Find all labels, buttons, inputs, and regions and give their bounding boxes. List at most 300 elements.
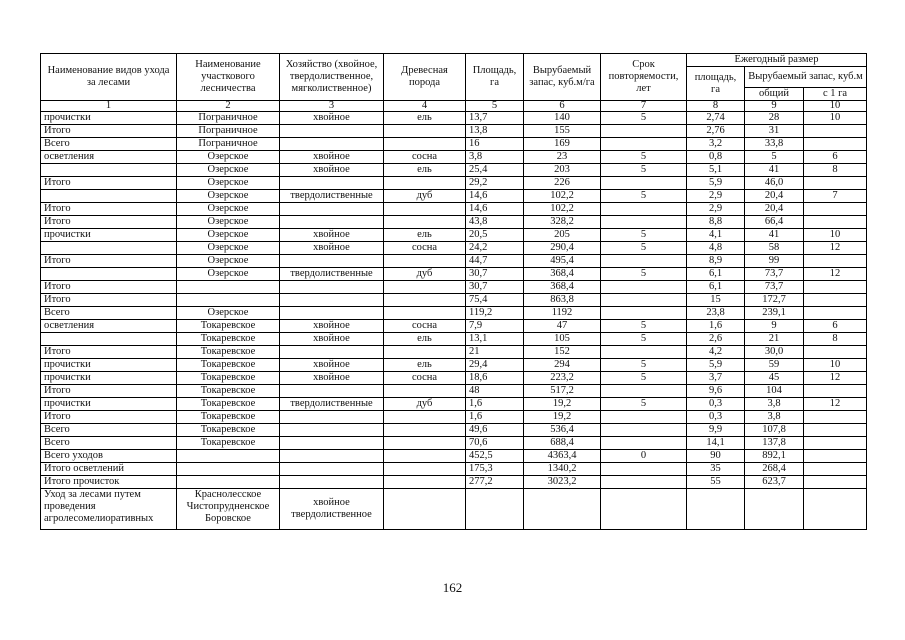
cell-annual-total: 268,4 [745, 463, 804, 476]
cell-area: 24,2 [466, 242, 524, 255]
cell-annual-total: 41 [745, 164, 804, 177]
cell-stock: 368,4 [524, 268, 601, 281]
cell-economy [280, 255, 384, 268]
table-row [41, 177, 867, 190]
cell-stock: 3023,2 [524, 476, 601, 489]
cell-species [384, 463, 466, 476]
cell-work-type: прочистки [41, 372, 177, 385]
column-number: 3 [280, 101, 384, 112]
cell-annual-area: 2,9 [687, 203, 745, 216]
table-cell [687, 489, 745, 530]
cell-economy [280, 476, 384, 489]
cell-forestry: Краснолесское Чистопрудненское Боровское [177, 489, 280, 530]
cell-annual-total: 41 [745, 229, 804, 242]
cell-period [601, 281, 687, 294]
cell-forestry: Озерское [177, 164, 280, 177]
cell-forestry: Токаревское [177, 333, 280, 346]
cell-annual-per-ha: 12 [804, 372, 867, 385]
cell-period: 5 [601, 333, 687, 346]
cell-stock: 203 [524, 164, 601, 177]
cell-annual-per-ha: 10 [804, 359, 867, 372]
table-cell [524, 489, 601, 530]
table-row [41, 476, 867, 489]
cell-period: 5 [601, 268, 687, 281]
cell-work-type: Итого [41, 281, 177, 294]
cell-forestry: Токаревское [177, 424, 280, 437]
table-row [41, 125, 867, 138]
cell-species: ель [384, 164, 466, 177]
cell-annual-per-ha: 10 [804, 229, 867, 242]
column-number: 8 [687, 101, 745, 112]
cell-annual-total: 107,8 [745, 424, 804, 437]
cell-economy: хвойное [280, 229, 384, 242]
cell-period [601, 294, 687, 307]
cell-economy: хвойное [280, 112, 384, 125]
cell-period [601, 255, 687, 268]
cell-economy: хвойное [280, 164, 384, 177]
cell-economy: хвойное [280, 372, 384, 385]
cell-species [384, 255, 466, 268]
cell-annual-per-ha [804, 463, 867, 476]
cell-area: 75,4 [466, 294, 524, 307]
cell-species: ель [384, 359, 466, 372]
cell-annual-area: 23,8 [687, 307, 745, 320]
cell-species [384, 203, 466, 216]
cell-species: дуб [384, 268, 466, 281]
cell-work-type: прочистки [41, 398, 177, 411]
cell-forestry: Пограничное [177, 112, 280, 125]
cell-annual-per-ha: 8 [804, 333, 867, 346]
table-cell [601, 489, 687, 530]
table-row [41, 450, 867, 463]
cell-annual-per-ha [804, 385, 867, 398]
table-row [41, 372, 867, 385]
cell-annual-per-ha [804, 203, 867, 216]
table-row [41, 346, 867, 359]
cell-annual-per-ha [804, 281, 867, 294]
table-row [41, 255, 867, 268]
cell-work-type: Итого [41, 125, 177, 138]
cell-period [601, 385, 687, 398]
cell-economy [280, 437, 384, 450]
column-number: 10 [804, 101, 867, 112]
cell-species: ель [384, 112, 466, 125]
cell-species: дуб [384, 398, 466, 411]
cell-work-type: Итого [41, 255, 177, 268]
cell-forestry [177, 450, 280, 463]
cell-stock: 152 [524, 346, 601, 359]
cell-forestry [177, 463, 280, 476]
cell-annual-area: 0,8 [687, 151, 745, 164]
cell-work-type [41, 242, 177, 255]
cell-annual-per-ha [804, 307, 867, 320]
cell-stock: 155 [524, 125, 601, 138]
cell-economy: хвойное твердолиственное [280, 489, 384, 530]
cell-species: сосна [384, 242, 466, 255]
cell-period [601, 424, 687, 437]
cell-forestry: Токаревское [177, 320, 280, 333]
cell-annual-area: 5,9 [687, 177, 745, 190]
cell-area: 21 [466, 346, 524, 359]
column-number: 7 [601, 101, 687, 112]
cell-period [601, 437, 687, 450]
cell-species [384, 424, 466, 437]
cell-work-type: Всего [41, 437, 177, 450]
cell-period [601, 177, 687, 190]
cell-forestry: Озерское [177, 255, 280, 268]
cell-stock: 102,2 [524, 203, 601, 216]
cell-annual-total: 73,7 [745, 281, 804, 294]
cell-period [601, 476, 687, 489]
cell-species: ель [384, 229, 466, 242]
cell-annual-area: 0,3 [687, 398, 745, 411]
table-cell [745, 489, 804, 530]
cell-economy: хвойное [280, 151, 384, 164]
cell-economy [280, 294, 384, 307]
cell-period: 5 [601, 372, 687, 385]
cell-forestry: Токаревское [177, 437, 280, 450]
table-row [41, 229, 867, 242]
cell-annual-per-ha [804, 476, 867, 489]
cell-area: 18,6 [466, 372, 524, 385]
cell-annual-per-ha [804, 294, 867, 307]
cell-work-type: Итого [41, 411, 177, 424]
table-row [41, 203, 867, 216]
cell-stock: 1340,2 [524, 463, 601, 476]
header-annual-area: площадь, га [687, 67, 745, 101]
cell-species [384, 177, 466, 190]
cell-stock: 205 [524, 229, 601, 242]
table-row [41, 424, 867, 437]
cell-forestry: Токаревское [177, 372, 280, 385]
cell-work-type: Итого прочисток [41, 476, 177, 489]
cell-annual-area: 55 [687, 476, 745, 489]
cell-economy [280, 138, 384, 151]
cell-annual-per-ha [804, 450, 867, 463]
cell-forestry: Озерское [177, 307, 280, 320]
cell-period [601, 411, 687, 424]
table-row [41, 320, 867, 333]
cell-annual-per-ha: 12 [804, 398, 867, 411]
column-number: 2 [177, 101, 280, 112]
cell-annual-total: 58 [745, 242, 804, 255]
table-row [41, 333, 867, 346]
cell-work-type: Итого [41, 294, 177, 307]
cell-annual-area: 6,1 [687, 281, 745, 294]
cell-species: ель [384, 333, 466, 346]
cell-area: 20,5 [466, 229, 524, 242]
cell-work-type: Всего уходов [41, 450, 177, 463]
column-number: 9 [745, 101, 804, 112]
cell-economy: твердолиственные [280, 268, 384, 281]
cell-work-type: прочистки [41, 112, 177, 125]
header-period: Срок повторяемости, лет [601, 54, 687, 101]
cell-annual-total: 66,4 [745, 216, 804, 229]
cell-annual-total: 623,7 [745, 476, 804, 489]
cell-stock: 536,4 [524, 424, 601, 437]
cell-stock: 140 [524, 112, 601, 125]
table-row [41, 385, 867, 398]
cell-economy [280, 385, 384, 398]
cell-annual-per-ha [804, 216, 867, 229]
table-row [41, 242, 867, 255]
cell-area: 7,9 [466, 320, 524, 333]
cell-annual-area: 5,1 [687, 164, 745, 177]
header-stock: Вырубаемый запас, куб.м/га [524, 54, 601, 101]
cell-economy: хвойное [280, 333, 384, 346]
cell-area: 25,4 [466, 164, 524, 177]
cell-period [601, 203, 687, 216]
table-cell [466, 489, 524, 530]
cell-economy: твердолиственные [280, 398, 384, 411]
cell-forestry: Озерское [177, 216, 280, 229]
cell-annual-per-ha: 12 [804, 268, 867, 281]
cell-annual-area: 2,74 [687, 112, 745, 125]
cell-forestry: Озерское [177, 177, 280, 190]
cell-annual-total: 9 [745, 320, 804, 333]
cell-stock: 688,4 [524, 437, 601, 450]
cell-area: 29,4 [466, 359, 524, 372]
cell-species: сосна [384, 372, 466, 385]
table-cell [384, 489, 466, 530]
cell-annual-per-ha [804, 125, 867, 138]
cell-economy [280, 411, 384, 424]
cell-area: 48 [466, 385, 524, 398]
cell-period: 5 [601, 164, 687, 177]
cell-forestry: Озерское [177, 190, 280, 203]
cell-forestry: Озерское [177, 242, 280, 255]
cell-annual-total: 73,7 [745, 268, 804, 281]
cell-economy [280, 307, 384, 320]
cell-annual-area: 35 [687, 463, 745, 476]
cell-period [601, 216, 687, 229]
cell-stock: 328,2 [524, 216, 601, 229]
cell-area: 13,7 [466, 112, 524, 125]
cell-species [384, 125, 466, 138]
cell-forestry: Озерское [177, 268, 280, 281]
cell-stock: 19,2 [524, 411, 601, 424]
cell-period: 0 [601, 450, 687, 463]
cell-area: 49,6 [466, 424, 524, 437]
cell-economy: твердолиственные [280, 190, 384, 203]
cell-work-type: осветления [41, 151, 177, 164]
cell-period: 5 [601, 151, 687, 164]
cell-work-type: Итого [41, 216, 177, 229]
cell-annual-area: 8,9 [687, 255, 745, 268]
cell-economy [280, 203, 384, 216]
cell-annual-area: 14,1 [687, 437, 745, 450]
cell-annual-total: 892,1 [745, 450, 804, 463]
cell-annual-area: 9,6 [687, 385, 745, 398]
cell-economy: хвойное [280, 242, 384, 255]
cell-species [384, 437, 466, 450]
cell-stock: 102,2 [524, 190, 601, 203]
cell-annual-per-ha: 7 [804, 190, 867, 203]
cell-annual-total: 21 [745, 333, 804, 346]
header-forestry: Наименование участкового лесничества [177, 54, 280, 101]
cell-stock: 517,2 [524, 385, 601, 398]
cell-forestry: Токаревское [177, 346, 280, 359]
cell-species [384, 307, 466, 320]
cell-forestry: Озерское [177, 203, 280, 216]
header-economy: Хозяйство (хвойное, твердолиственное, мягколиственное) [280, 54, 384, 101]
cell-annual-per-ha: 6 [804, 151, 867, 164]
cell-species: сосна [384, 151, 466, 164]
cell-period: 5 [601, 112, 687, 125]
cell-economy: хвойное [280, 359, 384, 372]
cell-annual-per-ha [804, 346, 867, 359]
cell-forestry [177, 476, 280, 489]
cell-stock: 495,4 [524, 255, 601, 268]
cell-work-type: Итого [41, 177, 177, 190]
cell-annual-total: 20,4 [745, 203, 804, 216]
table-row [41, 190, 867, 203]
cell-annual-total: 3,8 [745, 398, 804, 411]
cell-work-type: Уход за лесами путем проведения агролесомелиоративных [41, 489, 177, 530]
header-annual: Ежегодный размер [687, 54, 867, 67]
cell-stock: 1192 [524, 307, 601, 320]
cell-stock: 23 [524, 151, 601, 164]
cell-annual-area: 2,6 [687, 333, 745, 346]
table-row [41, 437, 867, 450]
cell-area: 30,7 [466, 281, 524, 294]
cell-stock: 290,4 [524, 242, 601, 255]
cell-forestry: Токаревское [177, 359, 280, 372]
cell-work-type [41, 164, 177, 177]
header-area: Площадь, га [466, 54, 524, 101]
cell-annual-per-ha: 12 [804, 242, 867, 255]
cell-forestry [177, 281, 280, 294]
cell-annual-area: 6,1 [687, 268, 745, 281]
cell-economy [280, 216, 384, 229]
cell-annual-area: 5,9 [687, 359, 745, 372]
cell-work-type: прочистки [41, 359, 177, 372]
cell-period: 5 [601, 229, 687, 242]
cell-area: 14,6 [466, 190, 524, 203]
cell-annual-total: 30,0 [745, 346, 804, 359]
cell-work-type [41, 333, 177, 346]
cell-annual-area: 90 [687, 450, 745, 463]
cell-species: дуб [384, 190, 466, 203]
cell-period [601, 307, 687, 320]
cell-work-type [41, 190, 177, 203]
cell-economy [280, 424, 384, 437]
table-row-agroforestry [41, 489, 867, 530]
cell-annual-area: 8,8 [687, 216, 745, 229]
cell-annual-total: 99 [745, 255, 804, 268]
table-body [41, 112, 867, 489]
cell-period [601, 346, 687, 359]
column-number: 4 [384, 101, 466, 112]
cell-period [601, 138, 687, 151]
cell-area: 16 [466, 138, 524, 151]
cell-area: 30,7 [466, 268, 524, 281]
cell-work-type: прочистки [41, 229, 177, 242]
cell-work-type: Итого [41, 346, 177, 359]
cell-stock: 169 [524, 138, 601, 151]
cell-annual-per-ha [804, 138, 867, 151]
cell-period: 5 [601, 320, 687, 333]
cell-species [384, 346, 466, 359]
cell-stock: 4363,4 [524, 450, 601, 463]
cell-annual-total: 33,8 [745, 138, 804, 151]
table-row [41, 294, 867, 307]
cell-annual-area: 4,8 [687, 242, 745, 255]
cell-annual-per-ha: 8 [804, 164, 867, 177]
cell-area: 29,2 [466, 177, 524, 190]
cell-area: 44,7 [466, 255, 524, 268]
cell-forestry [177, 294, 280, 307]
cell-work-type: Итого осветлений [41, 463, 177, 476]
cell-annual-total: 172,7 [745, 294, 804, 307]
cell-economy [280, 125, 384, 138]
cell-annual-per-ha [804, 411, 867, 424]
cell-annual-total: 46,0 [745, 177, 804, 190]
cell-annual-total: 45 [745, 372, 804, 385]
cell-annual-per-ha [804, 424, 867, 437]
table-row [41, 307, 867, 320]
cell-annual-area: 9,9 [687, 424, 745, 437]
cell-species [384, 450, 466, 463]
cell-species: сосна [384, 320, 466, 333]
cell-area: 13,1 [466, 333, 524, 346]
column-number: 1 [41, 101, 177, 112]
cell-stock: 19,2 [524, 398, 601, 411]
cell-annual-total: 104 [745, 385, 804, 398]
cell-stock: 226 [524, 177, 601, 190]
cell-species [384, 411, 466, 424]
cell-forestry: Токаревское [177, 398, 280, 411]
cell-area: 43,8 [466, 216, 524, 229]
cell-period: 5 [601, 359, 687, 372]
cell-area: 13,8 [466, 125, 524, 138]
cell-species [384, 216, 466, 229]
cell-work-type: Итого [41, 385, 177, 398]
cell-work-type: Итого [41, 203, 177, 216]
table-row [41, 268, 867, 281]
header-species: Древесная порода [384, 54, 466, 101]
cell-annual-area: 4,1 [687, 229, 745, 242]
cell-species [384, 476, 466, 489]
cell-area: 452,5 [466, 450, 524, 463]
cell-economy: хвойное [280, 320, 384, 333]
cell-stock: 105 [524, 333, 601, 346]
cell-forestry: Озерское [177, 151, 280, 164]
cell-period: 5 [601, 242, 687, 255]
table-header [41, 54, 867, 112]
cell-period: 5 [601, 398, 687, 411]
table-row [41, 411, 867, 424]
page-number: 162 [442, 580, 463, 595]
cell-work-type [41, 268, 177, 281]
table-row [41, 164, 867, 177]
column-number: 6 [524, 101, 601, 112]
cell-forestry: Пограничное [177, 138, 280, 151]
cell-species [384, 138, 466, 151]
cell-stock: 47 [524, 320, 601, 333]
cell-work-type: Всего [41, 138, 177, 151]
cell-species [384, 281, 466, 294]
cell-annual-area: 4,2 [687, 346, 745, 359]
cell-economy [280, 281, 384, 294]
cell-annual-total: 137,8 [745, 437, 804, 450]
cell-area: 119,2 [466, 307, 524, 320]
cell-annual-area: 3,7 [687, 372, 745, 385]
cell-economy [280, 346, 384, 359]
cell-stock: 294 [524, 359, 601, 372]
cell-annual-per-ha [804, 177, 867, 190]
column-number: 5 [466, 101, 524, 112]
